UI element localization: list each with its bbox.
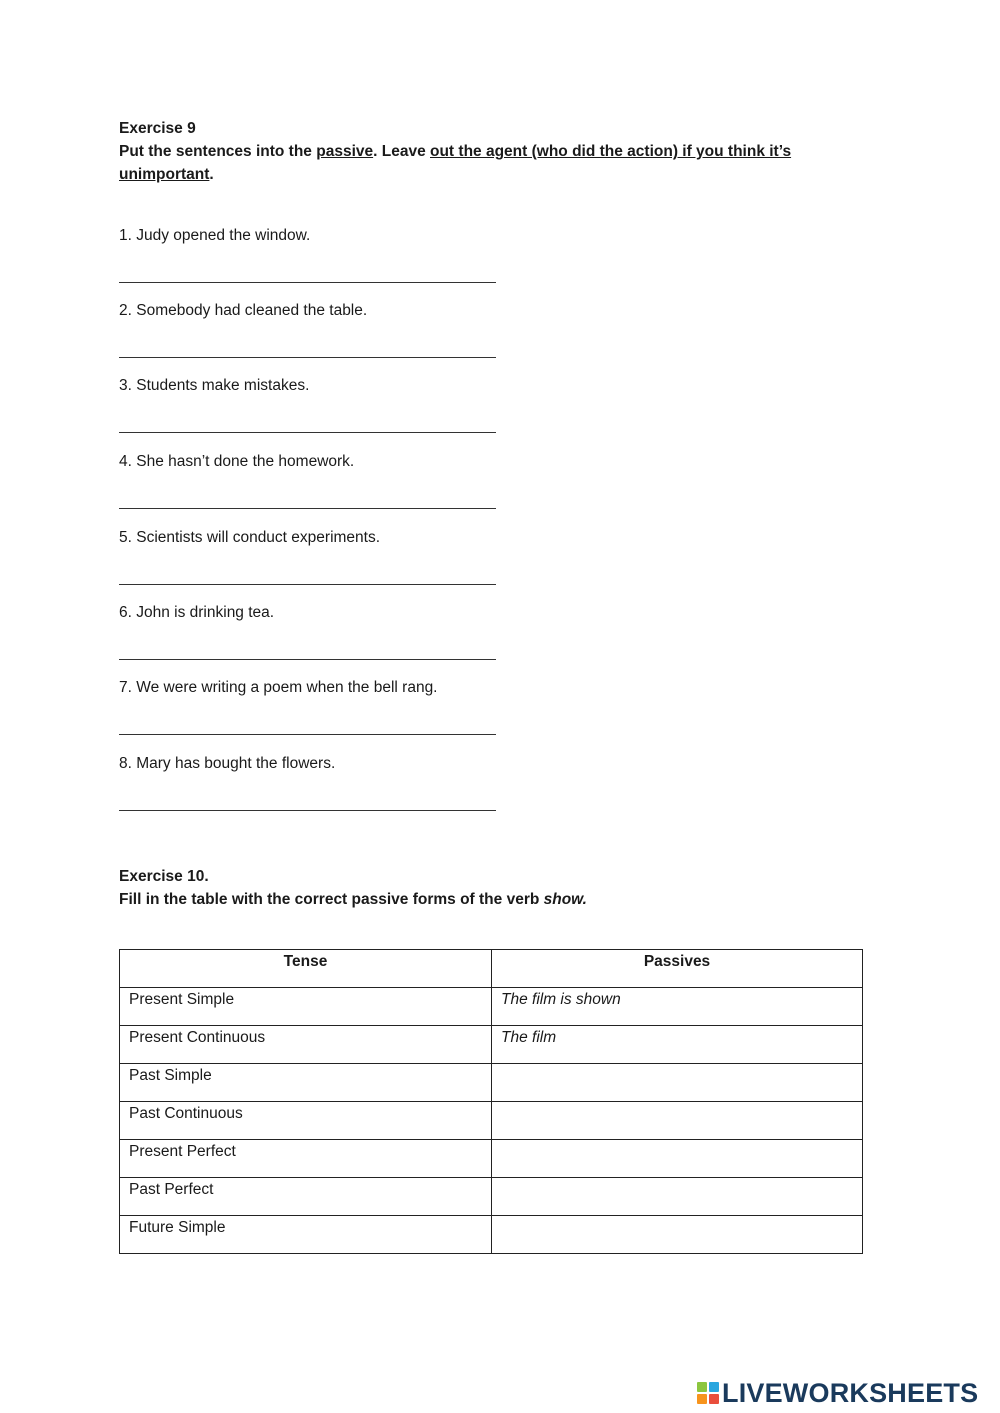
exercise9-title: Exercise 9 — [119, 120, 196, 137]
answer-line-5[interactable] — [119, 584, 496, 585]
table-row — [120, 1216, 863, 1254]
exercise10-header — [119, 866, 879, 911]
table-header-row — [120, 950, 863, 988]
table-row — [120, 1026, 863, 1064]
instruction-end: . — [209, 166, 214, 183]
table-row — [120, 988, 863, 1026]
question-6: 6. John is drinking tea. — [119, 604, 275, 621]
tense-cell: Present Simple — [120, 988, 492, 1026]
exercise10-verb: show. — [543, 891, 587, 908]
passive-cell[interactable]: The film — [492, 1026, 863, 1064]
passive-cell[interactable] — [492, 1178, 863, 1216]
instruction-passive: passive — [316, 143, 374, 160]
answer-line-4[interactable] — [119, 508, 496, 509]
answer-line-6[interactable] — [119, 659, 496, 660]
passive-cell[interactable] — [492, 1064, 863, 1102]
table-row — [120, 1064, 863, 1102]
answer-line-1[interactable] — [119, 282, 496, 283]
table-row — [120, 1102, 863, 1140]
passive-cell[interactable] — [492, 1140, 863, 1178]
table-row — [120, 1178, 863, 1216]
instruction-text-2: . Leave — [373, 143, 430, 160]
tense-cell: Past Perfect — [120, 1178, 492, 1216]
logo-square-i — [709, 1382, 719, 1392]
passive-cell[interactable]: The film is shown — [492, 988, 863, 1026]
tense-cell: Present Continuous — [120, 1026, 492, 1064]
table-row — [120, 1140, 863, 1178]
exercise10-title: Exercise 10. — [119, 868, 209, 885]
question-4: 4. She hasn’t done the homework. — [119, 453, 355, 470]
answer-line-8[interactable] — [119, 810, 496, 811]
answer-line-7[interactable] — [119, 734, 496, 735]
tense-cell: Past Simple — [120, 1064, 492, 1102]
answer-line-3[interactable] — [119, 432, 496, 433]
question-1: 1. Judy opened the window. — [119, 227, 311, 244]
exercise10-instruction-text: Fill in the table with the correct passive forms of the verb — [119, 891, 544, 908]
question-7: 7. We were writing a poem when the bell rang. — [119, 679, 438, 696]
passive-cell[interactable] — [492, 1102, 863, 1140]
answer-line-2[interactable] — [119, 357, 496, 358]
instruction-text: Put the sentences into the — [119, 143, 317, 160]
question-2: 2. Somebody had cleaned the table. — [119, 302, 368, 319]
passive-forms-table — [119, 949, 863, 1254]
exercise10-instruction — [119, 888, 879, 911]
logo-square-v — [697, 1394, 707, 1404]
exercise9-instruction — [119, 140, 879, 186]
passive-cell[interactable] — [492, 1216, 863, 1254]
question-5: 5. Scientists will conduct experiments. — [119, 529, 381, 546]
logo-square-e — [709, 1394, 719, 1404]
header-tense: Tense — [120, 950, 492, 988]
tense-cell: Future Simple — [120, 1216, 492, 1254]
logo-square-l — [697, 1382, 707, 1392]
question-8: 8. Mary has bought the flowers. — [119, 755, 336, 772]
liveworksheets-logo-icon — [697, 1382, 719, 1404]
header-passives: Passives — [492, 950, 863, 988]
question-3: 3. Students make mistakes. — [119, 377, 310, 394]
tense-cell: Past Continuous — [120, 1102, 492, 1140]
tense-cell: Present Perfect — [120, 1140, 492, 1178]
exercise9-header — [119, 118, 879, 186]
brand-name: LIVEWORKSHEETS — [722, 1377, 979, 1408]
instruction-agent: out the agent (who did the action) if you think it’s unimportant — [119, 143, 792, 183]
liveworksheets-brand — [697, 1378, 978, 1408]
